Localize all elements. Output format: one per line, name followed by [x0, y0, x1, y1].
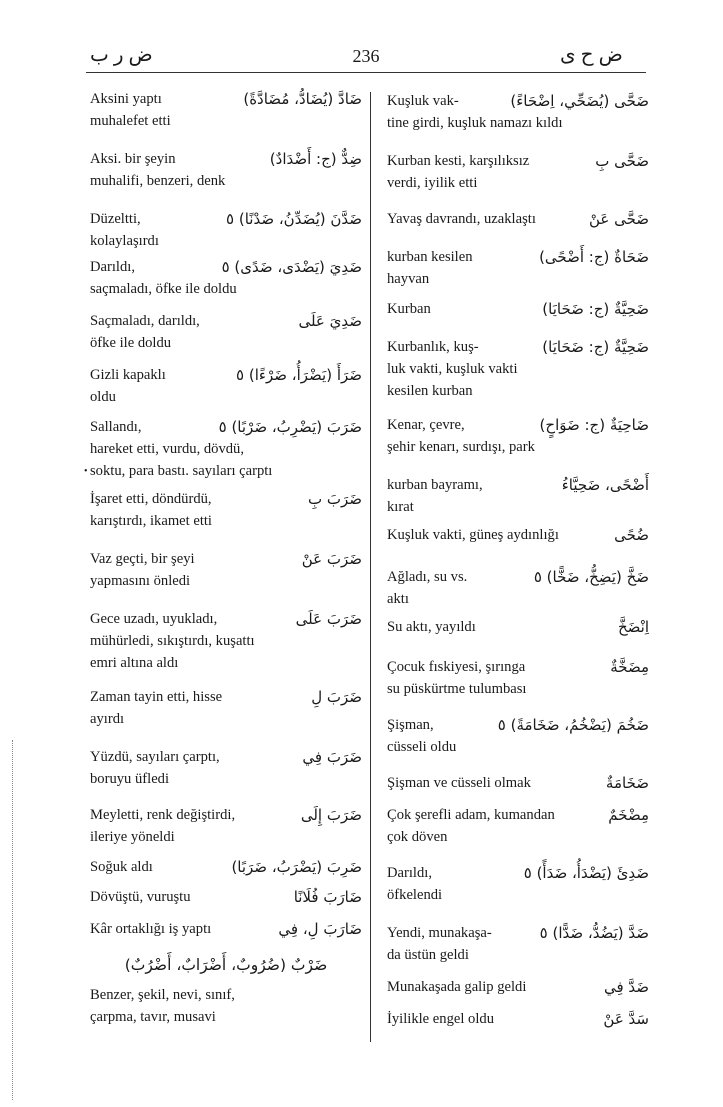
entry-line	[90, 686, 362, 708]
entry-arabic-headword: مِضَخَّةٌ	[610, 658, 649, 676]
entry-turkish-text: Munakaşada galip geldi	[387, 979, 527, 995]
entry-arabic-headword: ضِدٌّ (ج: أَضْدَادٌ)	[269, 150, 362, 168]
dictionary-entry	[90, 984, 362, 1028]
entry-turkish-text: Saçmaladı, darıldı,	[90, 313, 200, 329]
entry-turkish-text: Yavaş davrandı, uzaklaştı	[387, 211, 536, 227]
entry-arabic-headword: ضَدِيَ (يَضْدَى، ضَدًى) ٥	[221, 258, 362, 276]
entry-turkish-text: Aksi. bir şeyin	[90, 151, 176, 167]
entry-arabic-headword: ضَرَبَ عَنْ	[301, 550, 362, 568]
entry-arabic-headword: ضَخَامَةٌ	[605, 774, 649, 792]
dictionary-entry	[90, 952, 362, 978]
entry-turkish-text: Sallandı,	[90, 419, 142, 435]
entry-arabic-headword: ضَحَّى (يُضَحِّي، اِضْحَاءً)	[510, 92, 649, 110]
entry-line	[90, 570, 362, 592]
entry-line	[387, 268, 649, 290]
dictionary-entry	[90, 746, 362, 790]
entry-line	[387, 246, 649, 268]
entry-arabic-headword: ضَخَّ (يَضِخُّ، ضَخًّا) ٥	[533, 568, 649, 586]
entry-line	[387, 944, 649, 966]
entry-line	[90, 826, 362, 848]
entry-turkish-text: ileriye yöneldi	[90, 829, 175, 845]
entry-arabic-headword: ضَدِئَ (يَضْدَأُ، ضَدَأً) ٥	[523, 864, 649, 882]
dictionary-entry	[387, 150, 649, 194]
entry-arabic-headword: ضَارَبَ فُلَانًا	[293, 888, 362, 906]
column-divider	[370, 92, 371, 1042]
entry-turkish-text: şehir kenarı, surdışı, park	[387, 439, 535, 455]
entry-turkish-text: muhalefet etti	[90, 113, 171, 129]
entry-line	[387, 884, 649, 906]
entry-line	[387, 566, 649, 588]
entry-turkish-text: Ağladı, su vs.	[387, 569, 468, 585]
entry-turkish-text: tine girdi, kuşluk namazı kıldı	[387, 115, 563, 131]
entry-arabic-headword: ضَرْبٌ (ضُرُوبٌ، أَضْرَابٌ، أَضْرُبٌ)	[124, 956, 328, 974]
entry-turkish-text: ayırdı	[90, 711, 125, 727]
entry-turkish-text: Vaz geçti, bir şeyi	[90, 551, 195, 567]
entry-line	[90, 918, 362, 940]
entry-turkish-text: soktu, para bastı. sayıları çarptı	[90, 463, 273, 479]
dictionary-entry	[387, 1008, 649, 1030]
entry-turkish-text: Aksini yaptı	[90, 91, 162, 107]
entry-turkish-text: Şişman ve cüsseli olmak	[387, 775, 531, 791]
entry-arabic-headword: ضَرَأَ (يَضْرَأُ، ضَرْءًا) ٥	[236, 366, 362, 384]
entry-line	[387, 922, 649, 944]
entry-arabic-headword: مِضْخَمٌ	[608, 806, 649, 824]
entry-line	[387, 588, 649, 610]
entry-turkish-text: Meyletti, renk değiştirdi,	[90, 807, 236, 823]
entry-arabic-headword: ضَاحِيَةٌ (ج: ضَوَاحٍ)	[539, 416, 649, 434]
dictionary-entry	[387, 616, 649, 638]
dictionary-entry	[387, 714, 649, 758]
entry-turkish-text: Yendi, munakaşa-	[387, 925, 492, 941]
entry-line	[90, 886, 362, 908]
entry-line	[387, 336, 649, 358]
page-number: 236	[352, 46, 380, 66]
entry-turkish-text: muhalifi, benzeri, denk	[90, 173, 226, 189]
dictionary-entry	[90, 364, 362, 408]
entry-turkish-text: su püskürtme tulumbası	[387, 681, 527, 697]
dictionary-entry	[90, 608, 362, 674]
entry-turkish-text: mühürledi, sıkıştırdı, kuşattı	[90, 633, 255, 649]
dictionary-entry	[387, 208, 649, 230]
entry-line	[387, 414, 649, 436]
entry-line	[90, 386, 362, 408]
dictionary-entry	[90, 886, 362, 908]
entry-turkish-text: hareket etti, vurdu, dövdü,	[90, 441, 245, 457]
entry-line	[90, 856, 362, 878]
entry-turkish-text: çok döven	[387, 829, 448, 845]
entry-line	[90, 488, 362, 510]
entry-turkish-text: luk vakti, kuşluk vakti	[387, 361, 518, 377]
dictionary-entry	[387, 298, 649, 320]
dictionary-entry	[90, 88, 362, 132]
entry-turkish-text: kolaylaşırdı	[90, 233, 159, 249]
entry-line	[90, 460, 362, 482]
entry-arabic-headword: ضَرِبَ (يَضْرَبُ، ضَرَبًا)	[231, 858, 362, 876]
entry-line	[387, 208, 649, 230]
entry-arabic-headword: ضَدِيَ عَلَى	[298, 312, 362, 330]
margin-mark: •	[84, 466, 88, 477]
entry-arabic-headword: ضَحِيَّةٌ (ج: ضَحَايَا)	[542, 338, 649, 356]
entry-line	[90, 310, 362, 332]
entry-arabic-headword: ضَارَبَ لِ، فِي	[278, 920, 362, 938]
entry-line	[387, 496, 649, 518]
entry-line	[387, 524, 649, 546]
entry-line	[90, 208, 362, 230]
entry-turkish-text: Çok şerefli adam, kumandan	[387, 807, 555, 823]
entry-turkish-text: kurban bayramı,	[387, 477, 483, 493]
entry-line	[90, 332, 362, 354]
entry-turkish-text: Benzer, şekil, nevi, sınıf,	[90, 987, 235, 1003]
entry-arabic-headword: سَدَّ عَنْ	[603, 1010, 649, 1028]
entry-arabic-headword: ضَحَّى عَنْ	[588, 210, 649, 228]
dictionary-entry	[387, 90, 649, 134]
entry-turkish-text: Kâr ortaklığı iş yaptı	[90, 921, 212, 937]
dictionary-entry	[387, 474, 649, 518]
entry-turkish-text: Gizli kapaklı	[90, 367, 166, 383]
dictionary-entry	[387, 862, 649, 906]
entry-line	[90, 746, 362, 768]
entry-turkish-text: Gece uzadı, uyukladı,	[90, 611, 218, 627]
entry-line	[387, 714, 649, 736]
entry-line	[90, 170, 362, 192]
entry-turkish-text: Şişman,	[387, 717, 434, 733]
entry-turkish-text: öfke ile doldu	[90, 335, 172, 351]
entry-turkish-text: Yüzdü, sayıları çarptı,	[90, 749, 220, 765]
entry-turkish-text: boruyu üfledi	[90, 771, 170, 787]
entry-arabic-headword: ضَحَّى بِ	[595, 152, 649, 170]
entry-line	[387, 298, 649, 320]
entry-line	[90, 1006, 362, 1028]
entry-line	[387, 1008, 649, 1030]
entry-line	[90, 608, 362, 630]
entry-line	[387, 150, 649, 172]
entry-turkish-text: Çocuk fıskiyesi, şırınga	[387, 659, 526, 675]
entry-turkish-text: kurban kesilen	[387, 249, 473, 265]
entry-line	[90, 984, 362, 1006]
dictionary-entry	[90, 256, 362, 300]
entry-line	[90, 548, 362, 570]
entry-line	[90, 364, 362, 386]
entry-turkish-text: Kurban	[387, 301, 431, 317]
entry-line	[90, 148, 362, 170]
entry-turkish-text: yapmasını önledi	[90, 573, 191, 589]
entry-line	[387, 172, 649, 194]
entry-arabic-headword: ضَرَبَ (يَضْرِبُ، ضَرْبًا) ٥	[218, 418, 362, 436]
entry-arabic-headword: ضَرَبَ عَلَى	[295, 610, 362, 628]
entry-line	[387, 358, 649, 380]
header-right-letters: ض ح ى	[560, 44, 623, 66]
entry-turkish-text: Su aktı, yayıldı	[387, 619, 476, 635]
entry-turkish-text: karıştırdı, ikamet etti	[90, 513, 212, 529]
entry-line	[387, 804, 649, 826]
entry-turkish-text: Düzeltti,	[90, 211, 141, 227]
entry-line	[387, 862, 649, 884]
dictionary-entry	[387, 524, 649, 546]
entry-turkish-text: kırat	[387, 499, 414, 515]
entry-line	[387, 656, 649, 678]
entry-line	[387, 826, 649, 848]
dictionary-entry	[387, 246, 649, 290]
entry-line	[387, 436, 649, 458]
entry-line	[387, 474, 649, 496]
entry-line	[90, 438, 362, 460]
entry-line	[90, 278, 362, 300]
entry-turkish-text: Kurban kesti, karşılıksız	[387, 153, 530, 169]
entry-arabic-headword: أَضْحًى، ضَحِيَّاءُ	[561, 476, 649, 494]
right-column	[387, 78, 649, 1078]
entry-line	[387, 736, 649, 758]
entry-line	[387, 616, 649, 638]
entry-turkish-text: hayvan	[387, 271, 430, 287]
dictionary-entry	[90, 686, 362, 730]
entry-arabic-headword: ضَحِيَّةٌ (ج: ضَحَايَا)	[542, 300, 649, 318]
entry-turkish-text: öfkelendi	[387, 887, 443, 903]
entry-line	[387, 380, 649, 402]
entry-arabic-headword: ضَخُمَ (يَضْخُمُ، ضَخَامَةً) ٥	[497, 716, 649, 734]
dictionary-entry	[90, 416, 362, 482]
entry-turkish-text: aktı	[387, 591, 409, 607]
entry-line	[387, 678, 649, 700]
dictionary-entry	[90, 208, 362, 252]
dictionary-entry	[90, 856, 362, 878]
dictionary-entry	[90, 310, 362, 354]
entry-turkish-text: Darıldı,	[387, 865, 432, 881]
entry-turkish-text: İşaret etti, döndürdü,	[90, 491, 212, 507]
entry-arabic-headword: ضَرَبَ إِلَى	[300, 806, 362, 824]
entry-turkish-text: cüsseli oldu	[387, 739, 457, 755]
dictionary-entry	[387, 566, 649, 610]
entry-turkish-text: çarpma, tavır, musavi	[90, 1009, 216, 1025]
entry-turkish-text: da üstün geldi	[387, 947, 469, 963]
entry-line	[90, 88, 362, 110]
entry-arabic-headword: ضَدَّ (يَضُدُّ، ضَدًّا) ٥	[539, 924, 649, 942]
entry-turkish-text: Dövüştü, vuruştu	[90, 889, 191, 905]
entry-turkish-text: kesilen kurban	[387, 383, 473, 399]
entry-line	[387, 90, 649, 112]
dictionary-entry	[387, 656, 649, 700]
entry-turkish-text: Soğuk aldı	[90, 859, 153, 875]
header-rule	[86, 72, 646, 73]
entry-arabic-headword: ضَرَبَ لِ	[311, 688, 362, 706]
entry-line	[90, 768, 362, 790]
dictionary-entry	[387, 804, 649, 848]
entry-turkish-text: Kurbanlık, kuş-	[387, 339, 479, 355]
entry-arabic-headword: ضَرَبَ فِي	[302, 748, 362, 766]
entry-line	[90, 652, 362, 674]
entry-turkish-text: verdi, iyilik etti	[387, 175, 478, 191]
header-left-letters: ض ر ب	[90, 44, 153, 66]
dictionary-entry	[90, 804, 362, 848]
entry-arabic-headword: ضَادَّ (يُضَادُّ، مُضَادَّةً)	[243, 90, 362, 108]
entry-line	[90, 230, 362, 252]
entry-arabic-headword: ضَدَّ فِي	[603, 978, 649, 996]
scan-edge-dots	[12, 740, 15, 1100]
entry-line	[90, 804, 362, 826]
entry-turkish-text: Zaman tayin etti, hisse	[90, 689, 223, 705]
left-column	[90, 78, 362, 1078]
entry-line	[387, 112, 649, 134]
dictionary-entry	[90, 148, 362, 192]
entry-line	[90, 416, 362, 438]
entry-line	[90, 708, 362, 730]
dictionary-entry	[387, 922, 649, 966]
dictionary-entry	[90, 918, 362, 940]
entry-arabic-headword: ضَحَاةٌ (ج: أَضْحًى)	[539, 248, 649, 266]
entry-turkish-text: oldu	[90, 389, 116, 405]
entry-line	[90, 630, 362, 652]
entry-turkish-text: Darıldı,	[90, 259, 135, 275]
entry-arabic-headword: ضُحًى	[614, 526, 649, 544]
entry-line	[90, 110, 362, 132]
entry-line	[387, 976, 649, 998]
entry-line	[90, 256, 362, 278]
entry-turkish-text: Kenar, çevre,	[387, 417, 465, 433]
dictionary-entry	[387, 976, 649, 998]
dictionary-entry	[387, 772, 649, 794]
dictionary-entry	[90, 548, 362, 592]
entry-line	[387, 772, 649, 794]
dictionary-entry	[387, 336, 649, 402]
entry-turkish-text: Kuşluk vakti, güneş aydınlığı	[387, 527, 559, 543]
entry-arabic-headword: ضَرَبَ بِ	[307, 490, 362, 508]
entry-arabic-headword: ضَدَّنَ (يُضَدِّنُ، ضَدْنًا) ٥	[226, 210, 362, 228]
entry-line	[90, 510, 362, 532]
entry-turkish-text: emri altına aldı	[90, 655, 179, 671]
dictionary-entry	[90, 488, 362, 532]
entry-turkish-text: saçmaladı, öfke ile doldu	[90, 281, 237, 297]
entry-turkish-text: Kuşluk vak-	[387, 93, 459, 109]
dictionary-entry	[387, 414, 649, 458]
entry-turkish-text: İyilikle engel oldu	[387, 1011, 494, 1027]
entry-arabic-headword: اِنْضَخَّ	[617, 618, 649, 636]
